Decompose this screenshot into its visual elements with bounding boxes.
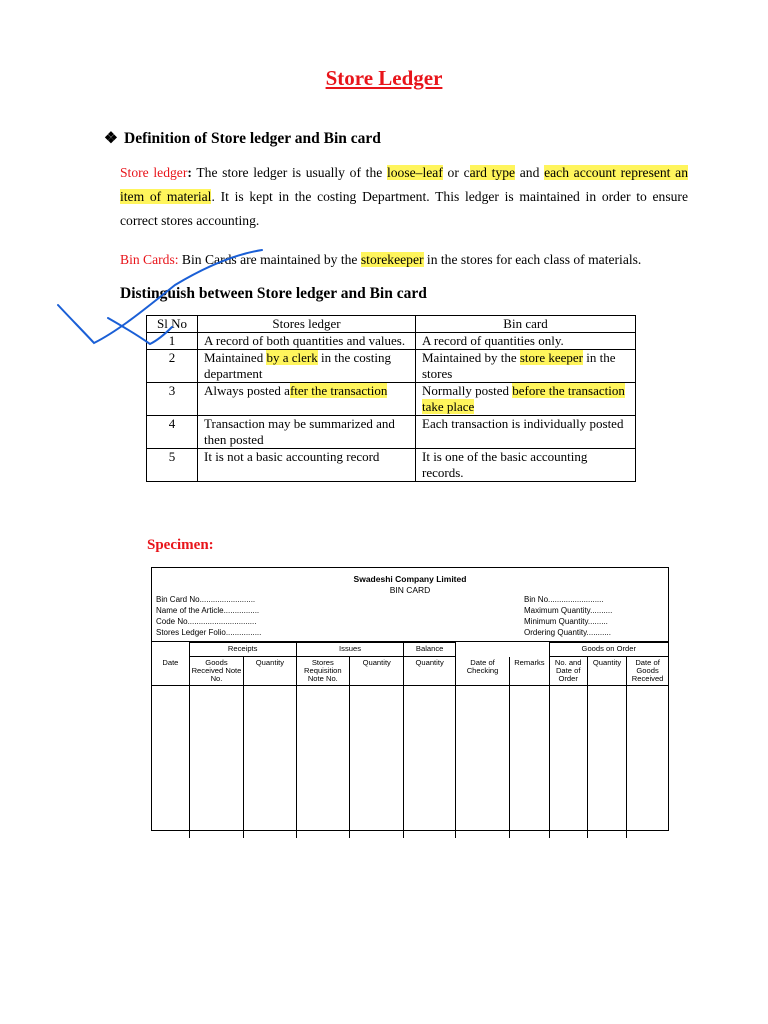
definition-heading-text: Definition of Store ledger and Bin card <box>124 130 381 147</box>
text-run: The store ledger is usually of the <box>191 165 387 180</box>
text-run: It is one of the basic accounting records. <box>422 449 588 480</box>
text-run: 1 <box>168 333 176 348</box>
group-header-goods-on-order: Goods on Order <box>549 643 668 657</box>
bin-card-field: Stores Ledger Folio................ <box>156 628 262 637</box>
distinguish-heading: Distinguish between Store ledger and Bin card <box>120 285 427 302</box>
specimen-label: Specimen: <box>147 537 214 553</box>
bin-card-company: Swadeshi Company Limited <box>353 574 467 584</box>
text-run: 5 <box>168 449 176 464</box>
highlight: before the transaction take place <box>422 383 625 414</box>
bin-card-field: Bin Card No......................... <box>156 595 256 604</box>
group-header-balance: Balance <box>404 643 455 657</box>
text-run: in the stores for each class of materials. <box>423 252 642 267</box>
text-run: 4 <box>168 416 176 431</box>
bin-card-field: Name of the Article................ <box>156 606 260 615</box>
text-run: 3 <box>168 383 176 398</box>
bin-col-header: Quantity <box>404 657 455 686</box>
bin-card-field: Bin No......................... <box>524 595 604 604</box>
text-run: Maintained <box>204 350 267 365</box>
group-header-issues: Issues <box>296 643 404 657</box>
text-run: and <box>515 165 545 180</box>
bin-col-header: Quantity <box>350 657 404 686</box>
bin-col-header: Remarks <box>510 657 549 686</box>
text-run: It is not a basic accounting record <box>204 449 380 464</box>
text-run: . It is kept in the costing Department. This ledger is maintained in order to ensure correct stores accounting. <box>120 189 688 228</box>
column-header: Stores ledger <box>198 316 416 333</box>
store-ledger-label: Store ledger <box>120 165 188 180</box>
text-run: in the costing department <box>204 350 392 381</box>
column-header: Sl No <box>147 316 198 333</box>
text-run: Transaction may be summarized and then posted <box>204 416 395 447</box>
text-run: Normally posted <box>422 383 513 398</box>
highlight: ard type <box>469 165 516 180</box>
highlight: each account represent an item of material <box>120 165 688 204</box>
bin-col-header: Date of Checking <box>455 657 509 686</box>
bin-card-field: Code No............................... <box>156 617 257 626</box>
text-run: or c <box>442 165 470 180</box>
bin-card-field: Ordering Quantity........... <box>524 628 611 637</box>
bin-card-field: Maximum Quantity.......... <box>524 606 613 615</box>
highlight: by a clerk <box>266 350 318 365</box>
highlight: store keeper <box>519 350 584 365</box>
text-run: A record of quantities only. <box>422 333 564 348</box>
bin-card-subtitle: BIN CARD <box>389 585 431 595</box>
highlight: storekeeper <box>360 252 424 267</box>
text-run: Bin Cards are maintained by the <box>178 252 361 267</box>
store-ledger-colon: : <box>187 165 192 180</box>
bin-col-header: Date <box>152 657 189 686</box>
text-run: Maintained by the <box>422 350 520 365</box>
page-title: Store Ledger <box>325 66 443 90</box>
text-run: 2 <box>168 350 176 365</box>
bin-card-field: Minimum Quantity......... <box>524 617 608 626</box>
highlight: loose–leaf <box>386 165 443 180</box>
column-header: Bin card <box>416 316 636 333</box>
text-run: A record of both quantities and values. <box>204 333 406 348</box>
diamond-bullet-icon: ❖ <box>104 130 118 147</box>
text-run: in the stores <box>422 350 616 381</box>
bin-col-header: Quantity <box>587 657 626 686</box>
bin-col-header: Date of Goods Received <box>627 657 668 686</box>
bin-col-header: Goods Received Note No. <box>189 657 243 686</box>
bin-cards-label: Bin Cards: <box>120 252 179 267</box>
bin-col-header: No. and Date of Order <box>549 657 587 686</box>
bin-col-header: Quantity <box>244 657 296 686</box>
bin-col-header: Stores Requisition Note No. <box>296 657 349 686</box>
text-run: Each transaction is individually posted <box>422 416 624 431</box>
highlight: fter the transaction <box>289 383 388 398</box>
group-header-receipts: Receipts <box>189 643 296 657</box>
text-run: Always posted a <box>204 383 290 398</box>
